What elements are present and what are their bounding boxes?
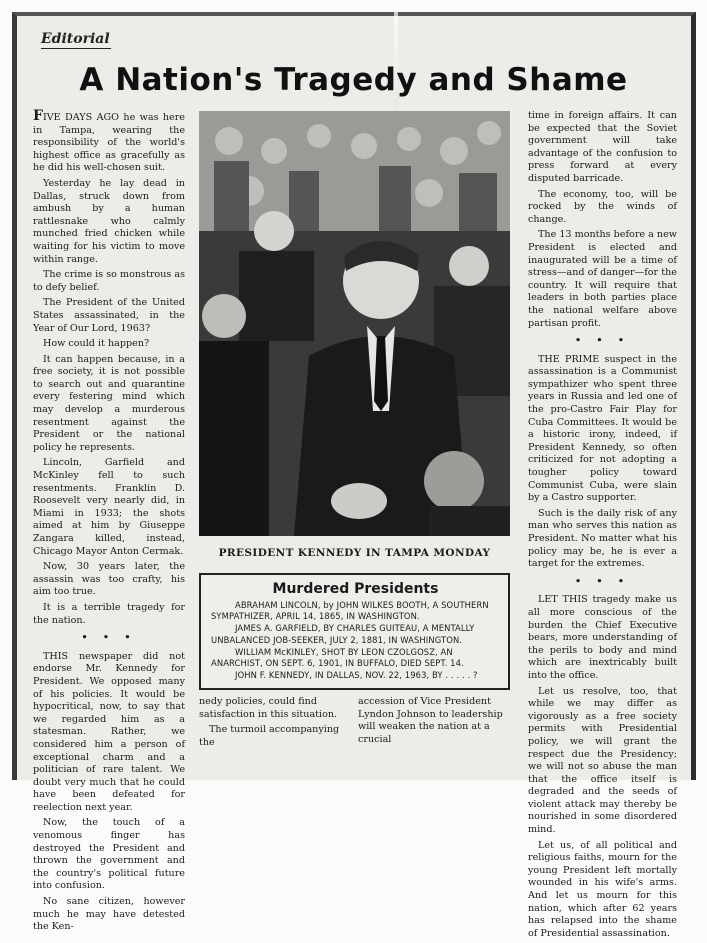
paragraph: THE PRIME suspect in the assassination is a Communist sympathizer who spent three years in Russia and led one of the pro-Castro Fair Play for Cuba Committees. It would be a historic irony, indeed, if President Kennedy, so often criticized for not adopting a tougher policy toward Communist Cuba, were slain by a Castro supporter. bbox=[528, 353, 677, 504]
column-right bbox=[528, 110, 677, 943]
drop-cap: F bbox=[33, 108, 43, 124]
paragraph: How could it happen? bbox=[43, 338, 150, 350]
lead-paragraph: FIVE DAYS AGO he was here in Tampa, wearing the responsibility of the world's highest office as gracefully as he did his well-chosen suit. bbox=[33, 108, 185, 174]
paragraph: THIS newspaper did not endorse Mr. Kennedy for President. We opposed many of his policies. It would be hypocritical, now, to say that we regarded him as a statesman. Rather, we considered him a person of exceptional charm and a politician of rare talent. We doubt very much that he could have been defeated for reelection next year. bbox=[33, 650, 185, 813]
photo-caption: PRESIDENT KENNEDY IN TAMPA MONDAY bbox=[218, 547, 491, 559]
headline: A Nation's Tragedy and Shame bbox=[79, 62, 628, 98]
paragraph: The 13 months before a new President is elected and inaugurated will be a time of stress—and of danger—for the country. It will require that leaders in both parties place the national welfare above partisan profit. bbox=[528, 229, 677, 329]
column-left bbox=[33, 110, 185, 937]
paragraph: Now, 30 years later, the assassin was too crafty, his aim too true. bbox=[33, 561, 185, 598]
section-label: Editorial bbox=[41, 31, 110, 47]
paragraph: nedy policies, could find satisfaction in this situation. bbox=[199, 696, 338, 720]
paragraph: accession of Vice President Lyndon Johnson to leadership will weaken the nation at a crucial bbox=[358, 696, 503, 745]
paragraph: Let us resolve, too, that while we may differ as vigorously as a free society permits with Presidential policy, we will grant the respect due the Presidency; we will not so abuse the man that the office itself is degraded and the seeds of violent attack may thereby be nourished in some disordered mind. bbox=[528, 685, 677, 836]
paragraph: It can happen because, in a free society, it is not possible to search out and quarantine every festering mind which may develop a murderous resentment against the President or the national policy he represents. bbox=[33, 353, 185, 453]
list-item: WILLIAM McKINLEY, SHOT BY LEON CZOLGOSZ, AN ANARCHIST, ON SEPT. 6, 1901, IN BUFFALO, DIED SEPT. 14. bbox=[211, 646, 464, 669]
column-middle-bottom-left bbox=[199, 696, 345, 749]
box-title: Murdered Presidents bbox=[272, 581, 439, 597]
section-separator: • • • bbox=[574, 335, 631, 347]
paragraph: Let us, of all political and religious faiths, mourn for the young President left mortally wounded in his wife's arms. And let us mourn for this nation, which after 62 years has relapsed into the shame of Presidential assassination. bbox=[528, 839, 677, 939]
paragraph: It is a terrible tragedy for the nation. bbox=[33, 601, 185, 626]
list-item: JAMES A. GARFIELD, BY CHARLES GUITEAU, A MENTALLY UNBALANCED JOB-SEEKER, JULY 2, 1881, IN WASHINGTON. bbox=[211, 623, 475, 645]
list-item: ABRAHAM LINCOLN, by JOHN WILKES BOOTH, A SOUTHERN SYMPATHIZER, APRIL 14, 1865, IN WASHINGTON. bbox=[211, 600, 489, 622]
section-separator: • • • bbox=[81, 632, 137, 644]
section-separator: • • • bbox=[574, 575, 631, 587]
paragraph: Such is the daily risk of any man who serves this nation as President. No matter what his policy may be, he is ever a target for the extremes. bbox=[528, 507, 677, 570]
paragraph: The crime is so monstrous as to defy belief. bbox=[33, 269, 185, 293]
paragraph: time in foreign affairs. It can be expected that the Soviet government will take advantage of the confusion to press forward at every disputed barricade. bbox=[528, 110, 677, 184]
paragraph: Now, the touch of a venomous finger has destroyed the President and thrown the government and the country's political future into confusion. bbox=[33, 817, 185, 892]
paragraph: Yesterday he lay dead in Dallas, struck down from ambush by a human rattlesnake who calmly munched fried chicken while waiting for his victim to move within range. bbox=[33, 177, 185, 265]
paragraph: No sane citizen, however much he may have detested the Ken- bbox=[33, 896, 185, 933]
column-middle-bottom-right bbox=[358, 696, 510, 746]
photo-illustration bbox=[199, 111, 510, 536]
list-item: JOHN F. KENNEDY, IN DALLAS, NOV. 22, 1963, BY . . . . . ? bbox=[235, 670, 478, 681]
paragraph: LET THIS tragedy make us all more conscious of the burden the Chief Executive bears, more understanding of the perils to body and mind which are inextricably built into the office. bbox=[528, 594, 677, 681]
paragraph: The economy, too, will be rocked by the winds of change. bbox=[528, 188, 677, 225]
paragraph: Lincoln, Garfield and McKinley fell to such resentments. Franklin D. Roosevelt very nearly did, in Miami in 1933; the shots aimed at him by Giuseppe Zangara killed, instead, Chicago Mayor Anton Cermak. bbox=[33, 457, 185, 557]
paragraph: The turmoil accompanying the bbox=[199, 724, 340, 748]
kennedy-photo bbox=[199, 111, 510, 536]
paragraph: The President of the United States assassinated, in the Year of Our Lord, 1963? bbox=[33, 297, 185, 334]
murdered-presidents-box bbox=[199, 573, 510, 690]
